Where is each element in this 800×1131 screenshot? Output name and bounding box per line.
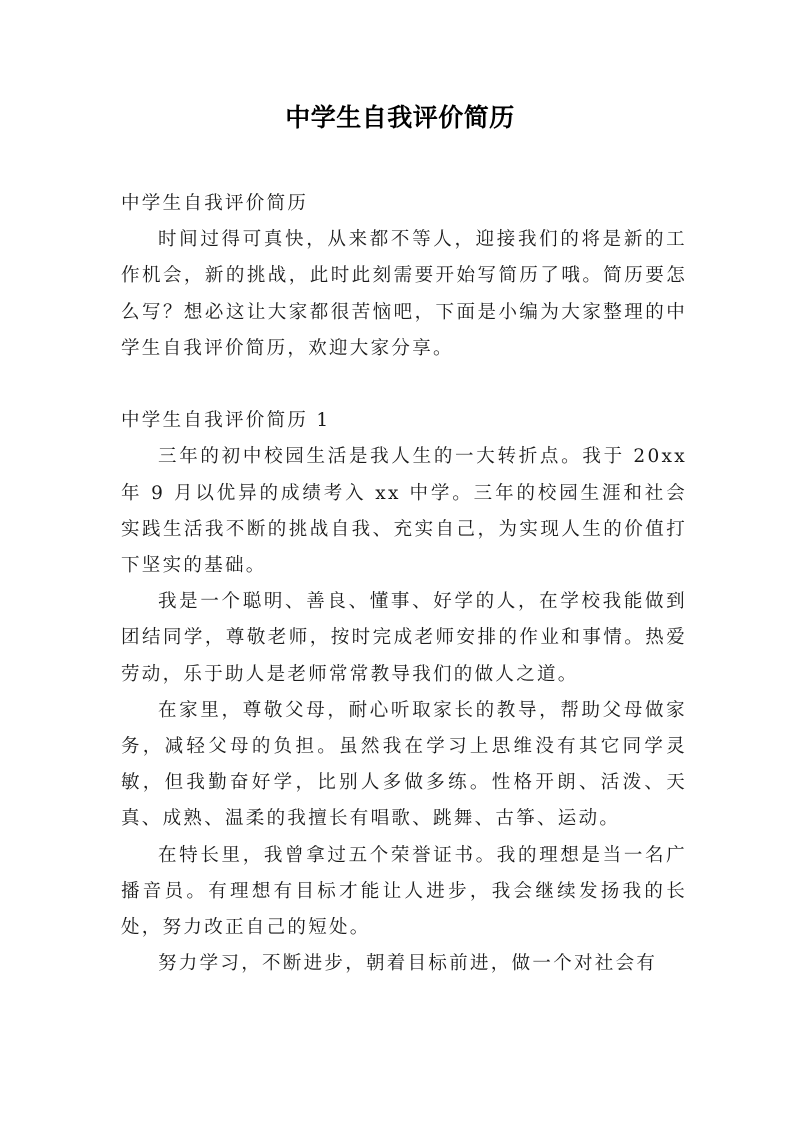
body-paragraph: 三年的初中校园生活是我人生的一大转折点。我于 20xx 年 9 月以优异的成绩考入 xx 中学。三年的校园生涯和社会实践生活我不断的挑战自我、充实自己，为实现人生的价值打下坚实的基础。 xyxy=(121,446,687,577)
intro-heading: 中学生自我评价简历 xyxy=(121,193,309,214)
section-spacer xyxy=(121,367,687,403)
document-body xyxy=(121,186,687,982)
section-heading: 中学生自我评价简历 1 xyxy=(121,410,331,432)
body-paragraph: 努力学习，不断进步，朝着目标前进，做一个对社会有 xyxy=(158,953,658,975)
body-paragraph: 我是一个聪明、善良、懂事、好学的人，在学校我能做到团结同学，尊敬老师，按时完成老师安排的作业和事情。热爱劳动，乐于助人是老师常常教导我们的做人之道。 xyxy=(121,591,687,685)
body-paragraph: 在特长里，我曾拿过五个荣誉证书。我的理想是当一名广播音员。有理想有目标才能让人进步，我会继续发扬我的长处，努力改正自己的短处。 xyxy=(121,844,687,939)
document-title: 中学生自我评价简历 xyxy=(285,103,515,132)
body-paragraph: 在家里，尊敬父母，耐心听取家长的教导，帮助父母做家务，减轻父母的负担。虽然我在学习上思维没有其它同学灵敏，但我勤奋好学，比别人多做多练。性格开朗、活泼、天真、成熟、温柔的我擅长有唱歌、跳舞、古筝、运动。 xyxy=(121,699,687,830)
intro-paragraph: 时间过得可真快，从来都不等人，迎接我们的将是新的工作机会，新的挑战，此时此刻需要开始写简历了哦。简历要怎么写？想必这让大家都很苦恼吧，下面是小编为大家整理的中学生自我评价简历，欢迎大家分享。 xyxy=(121,229,687,359)
